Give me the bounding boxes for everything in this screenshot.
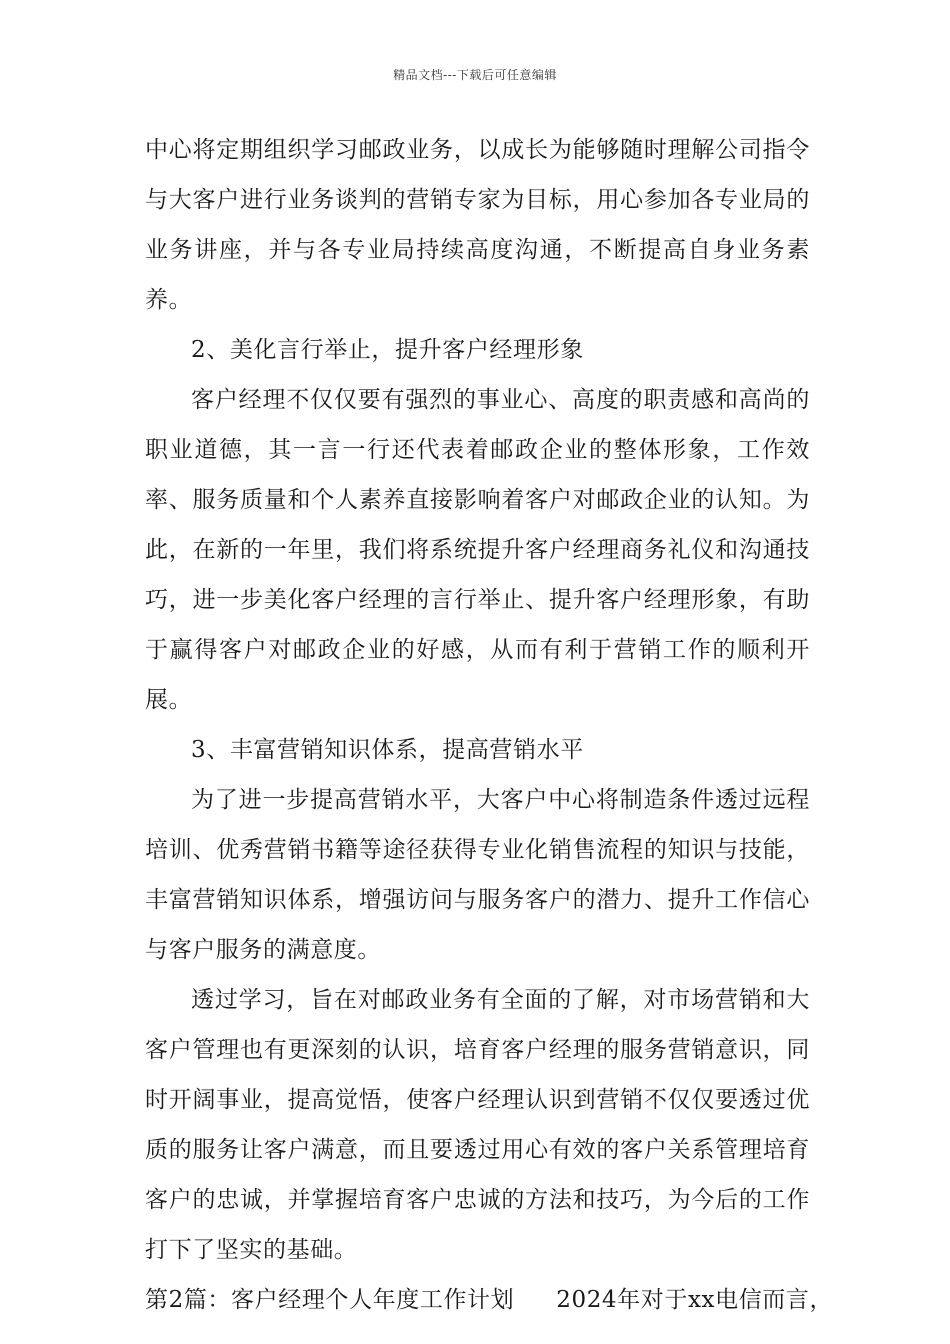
section-heading: 3、丰富营销知识体系，提高营销水平 — [191, 737, 584, 763]
document-body — [145, 125, 834, 1325]
paragraph: 透过学习，旨在对邮政业务有全面的了解，对市场营销和大客户管理也有更深刻的认识，培育客户经理的服务营销意识，同时开阔事业，提高觉悟，使客户经理认识到营销不仅仅要透过优质的服务让客户满意，而且要透过用心有效的客户关系管理培育客户的忠诚，并掌握培育客户忠诚的方法和技巧，为今后的工作打下了坚实的基础。 — [145, 987, 810, 1263]
next-section-line — [145, 1275, 834, 1325]
next-section-title: 第2篇：客户经理个人年度工作计划 — [145, 1287, 515, 1313]
paragraph: 中心将定期组织学习邮政业务，以成长为能够随时理解公司指令与大客户进行业务谈判的营销专家为目标，用心参加各专业局的业务讲座，并与各专业局持续高度沟通，不断提高自身业务素养。 — [145, 137, 810, 313]
paragraph: 为了进一步提高营销水平，大客户中心将制造条件透过远程培训、优秀营销书籍等途径获得专业化销售流程的知识与技能，丰富营销知识体系，增强访问与服务客户的潜力、提升工作信心与客户服务的满意度。 — [145, 787, 810, 963]
section-heading: 2、美化言行举止，提升客户经理形象 — [191, 337, 584, 363]
paragraph: 客户经理不仅仅要有强烈的事业心、高度的职责感和高尚的职业道德，其一言一行还代表着邮政企业的整体形象，工作效率、服务质量和个人素养直接影响着客户对邮政企业的认知。为此，在新的一年里，我们将系统提升客户经理商务礼仪和沟通技巧，进一步美化客户经理的言行举止、提升客户经理形象，有助于赢得客户对邮政企业的好感，从而有利于营销工作的顺利开展。 — [145, 387, 810, 713]
next-section-lead: 2024年对于xx电信而言， — [556, 1287, 834, 1313]
page-header: 精品文档---下载后可任意编辑 — [393, 68, 557, 82]
